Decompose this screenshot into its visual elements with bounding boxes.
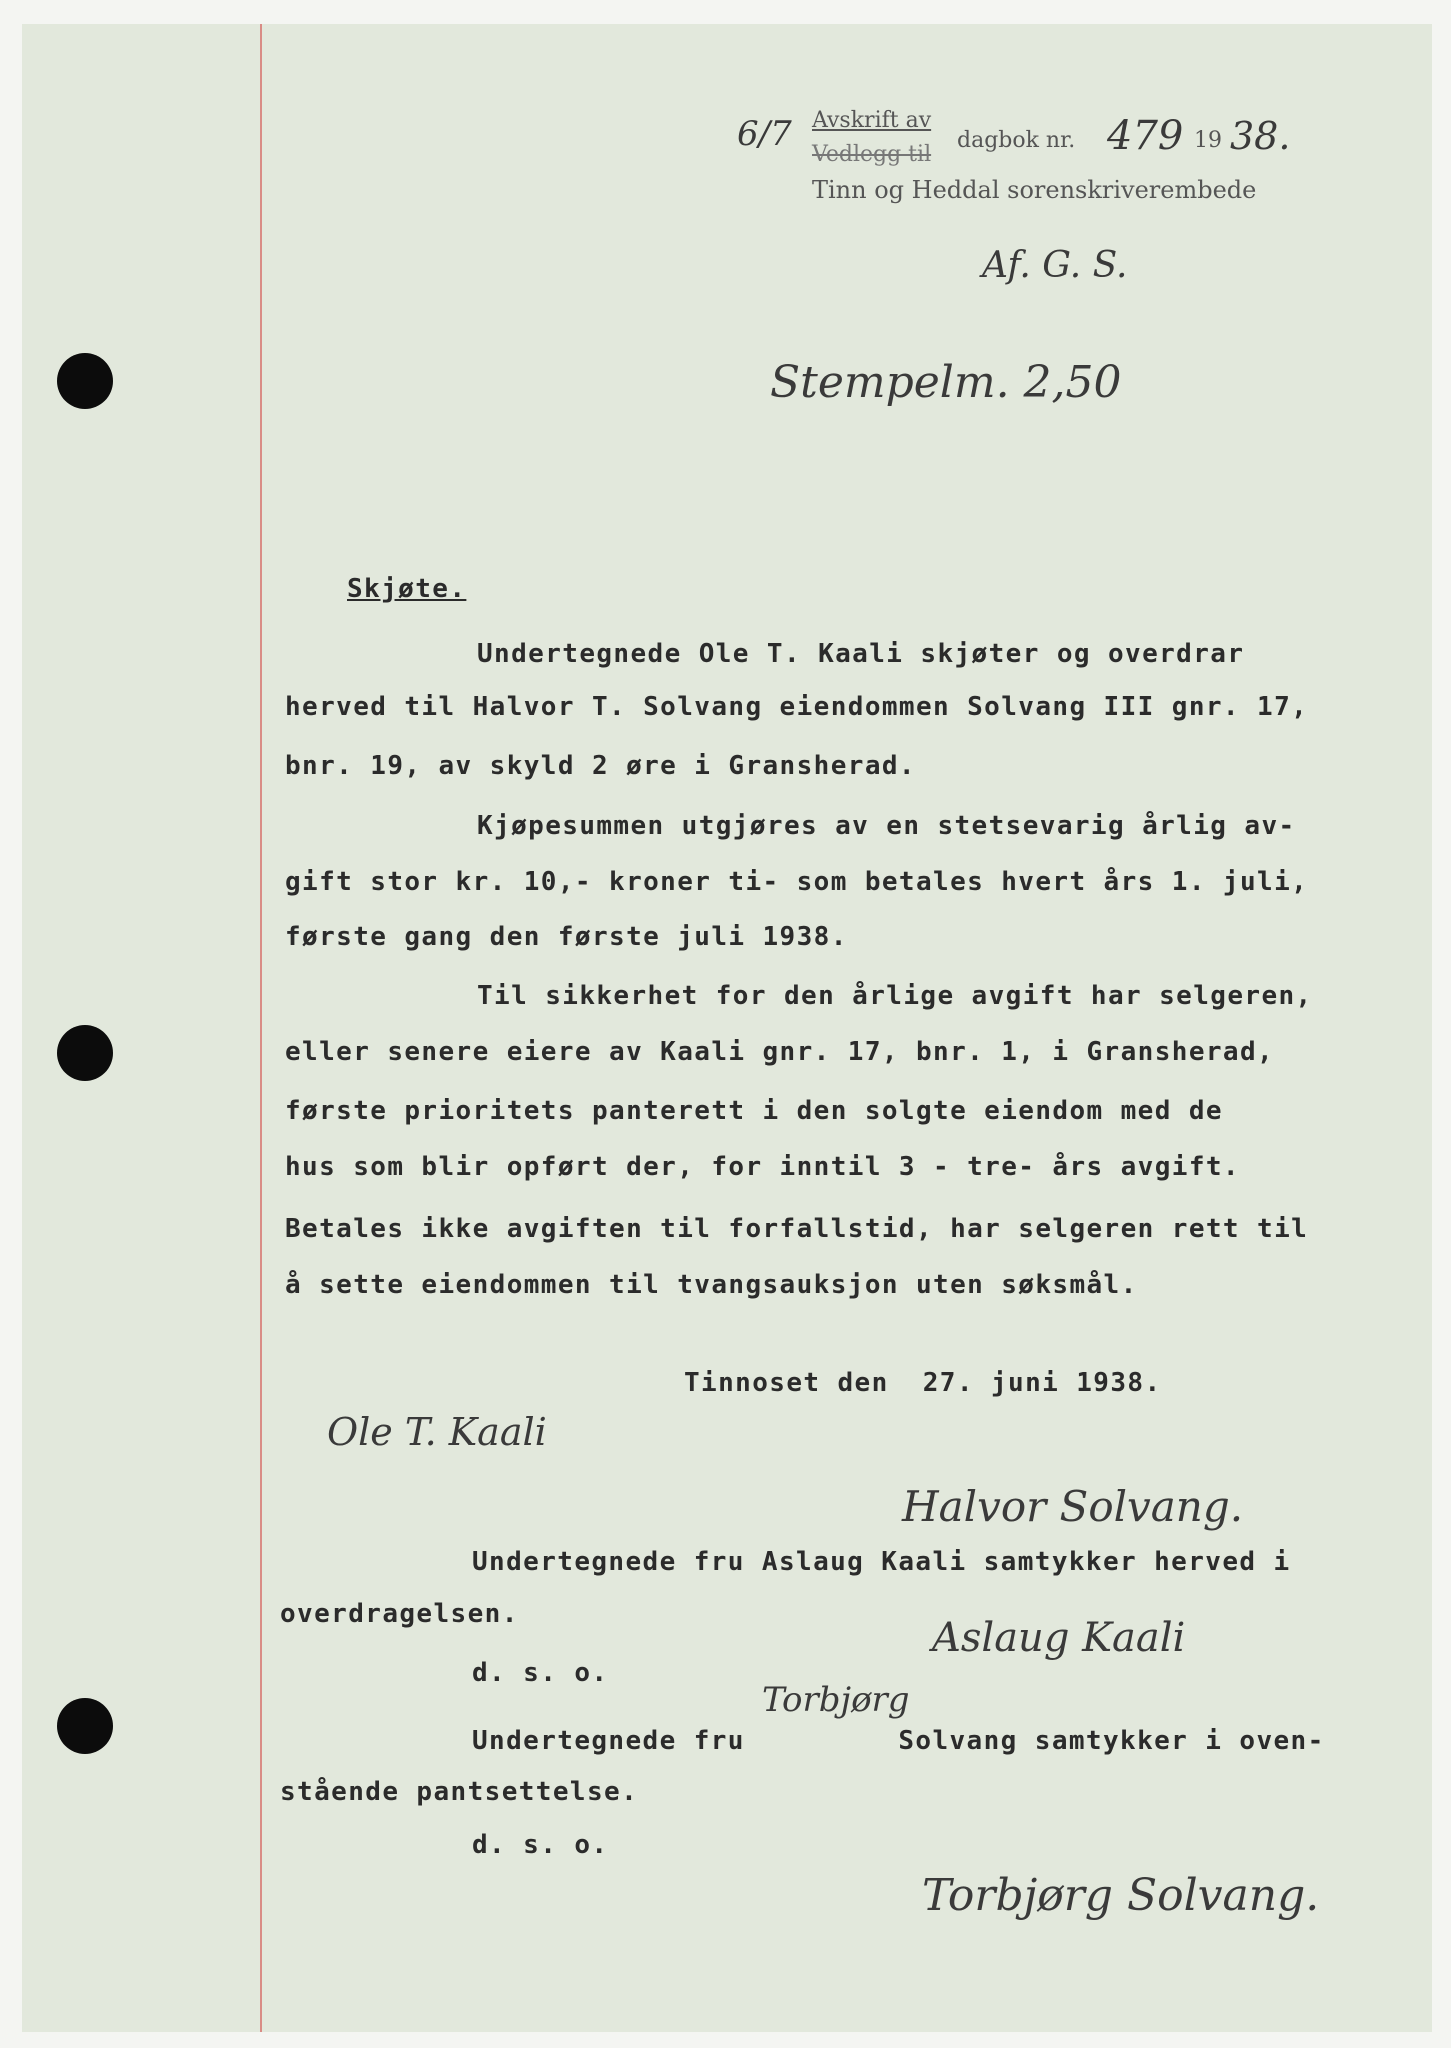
stamp-fee: Stempelm. 2,50: [770, 357, 1122, 408]
consent-line: d. s. o.: [472, 1658, 609, 1688]
body-line: eller senere eiere av Kaali gnr. 17, bnr. 1, i Gransherad,: [285, 1037, 1275, 1067]
consent-line: d. s. o.: [472, 1830, 609, 1860]
note-initials: Af. G. S.: [982, 245, 1128, 286]
consent-line: Undertegnede fru Solvang samtykker i oven-: [472, 1726, 1325, 1756]
body-line: å sette eiendommen til tvangsauksjon uten søksmål.: [285, 1270, 1138, 1300]
document-title: Skjøte.: [347, 574, 467, 604]
body-line: første prioritets panterett i den solgte eiendom med de: [285, 1096, 1223, 1126]
vedlegg-label: Vedlegg til: [812, 142, 932, 167]
office-name: Tinn og Heddal sorenskriverembede: [812, 176, 1257, 204]
signature-buyer: Halvor Solvang.: [902, 1482, 1244, 1531]
body-line: Betales ikke avgiften til forfallstid, har selgeren rett til: [285, 1214, 1309, 1244]
body-line: hus som blir opført der, for inntil 3 - tre- års avgift.: [285, 1152, 1240, 1182]
body-line: bnr. 19, av skyld 2 øre i Gransherad.: [285, 751, 916, 781]
document-page: [22, 24, 1432, 2032]
body-line: Til sikkerhet for den årlige avgift har selgeren,: [477, 981, 1313, 1011]
consent-line: Undertegnede fru Aslaug Kaali samtykker herved i: [472, 1547, 1291, 1577]
year-prefix: 19: [1194, 128, 1222, 153]
punch-hole: [57, 1025, 113, 1081]
avskrift-label: Avskrift av: [812, 108, 932, 133]
dagbok-label: dagbok nr.: [957, 128, 1076, 153]
punch-hole: [57, 1698, 113, 1754]
body-line: gift stor kr. 10,- kroner ti- som betales hvert års 1. juli,: [285, 867, 1309, 897]
body-line: Undertegnede Ole T. Kaali skjøter og overdrar: [477, 639, 1245, 669]
body-line: Kjøpesummen utgjøres av en stetsevarig årlig av-: [477, 811, 1296, 841]
signature-aslaug: Aslaug Kaali: [932, 1615, 1186, 1661]
margin-line: [260, 24, 262, 2032]
year-suffix: 38.: [1230, 114, 1291, 158]
dagbok-number: 479: [1107, 113, 1184, 159]
consent-line: overdragelsen.: [280, 1599, 519, 1629]
signature-torbjorg-inline: Torbjørg: [762, 1680, 910, 1720]
punch-hole: [57, 353, 113, 409]
body-line: første gang den første juli 1938.: [285, 922, 848, 952]
signature-seller: Ole T. Kaali: [327, 1410, 547, 1454]
consent-line: stående pantsettelse.: [280, 1777, 639, 1807]
signature-torbjorg: Torbjørg Solvang.: [922, 1870, 1320, 1921]
date-note: 6/7: [737, 114, 792, 154]
place-date: Tinnoset den 27. juni 1938.: [684, 1368, 1162, 1398]
body-line: herved til Halvor T. Solvang eiendommen Solvang III gnr. 17,: [285, 692, 1309, 722]
